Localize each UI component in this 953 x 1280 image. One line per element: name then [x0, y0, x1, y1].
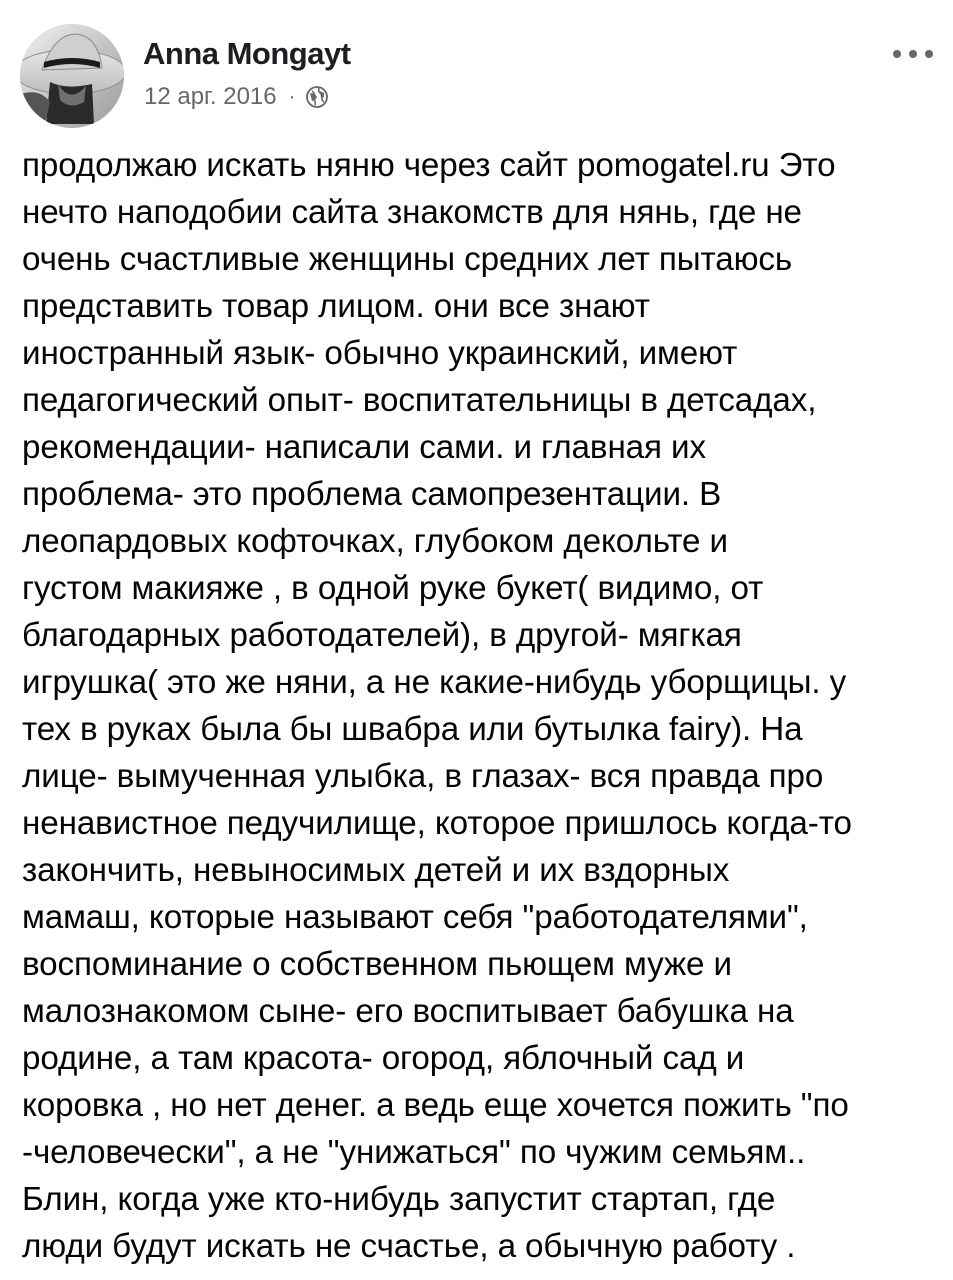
more-dot — [893, 50, 901, 58]
more-dot — [909, 50, 917, 58]
avatar[interactable] — [20, 24, 124, 128]
post-body-text: продолжаю искать няню через сайт pomogatel.ru Это нечто наподобии сайта знакомств для нянь, где не очень счастливые женщины средних лет пытаюсь представить товар лицом. они все знают иностранный язык- обычно украинский, имеют педагогический опыт- воспитательницы в детсадах, рекомендации- написали сами. и главная их проблема- это проблема самопрезентации. В леопардовых кофточках, глубоком декольте и густом макияже , в одной руке букет( видимо, от благодарных работодателей), в другой- мягкая игрушка( это же няни, а не какие-нибудь уборщицы. у тех в руках была бы швабра или бутылка fairy). На лице- вымученная улыбка, в глазах- вся правда про ненавистное педучилище, которое пришлось когда-то закончить, невыносимых детей и их вздорных мамаш, которые называют себя "работодателями", воспоминание о собственном пьющем муже и малознакомом сыне- его воспитывает бабушка на родине, а там красота- огород, яблочный сад и коровка , но нет денег. а ведь еще хочется пожить "по -человечески", а не "унижаться" по чужим семьям.. Блин, когда уже кто-нибудь запустит стартап, где люди будут искать не счастье, а обычную работу . — [22, 147, 852, 1265]
avatar-image — [20, 24, 124, 128]
author-name[interactable]: Anna Mongayt — [143, 36, 351, 71]
post-meta — [144, 82, 329, 112]
post-date[interactable]: 12 арг. 2016 — [144, 83, 277, 110]
globe-icon[interactable] — [305, 85, 329, 109]
more-dot — [925, 50, 933, 58]
meta-separator: · — [288, 86, 296, 108]
more-options-icon[interactable] — [893, 44, 933, 64]
